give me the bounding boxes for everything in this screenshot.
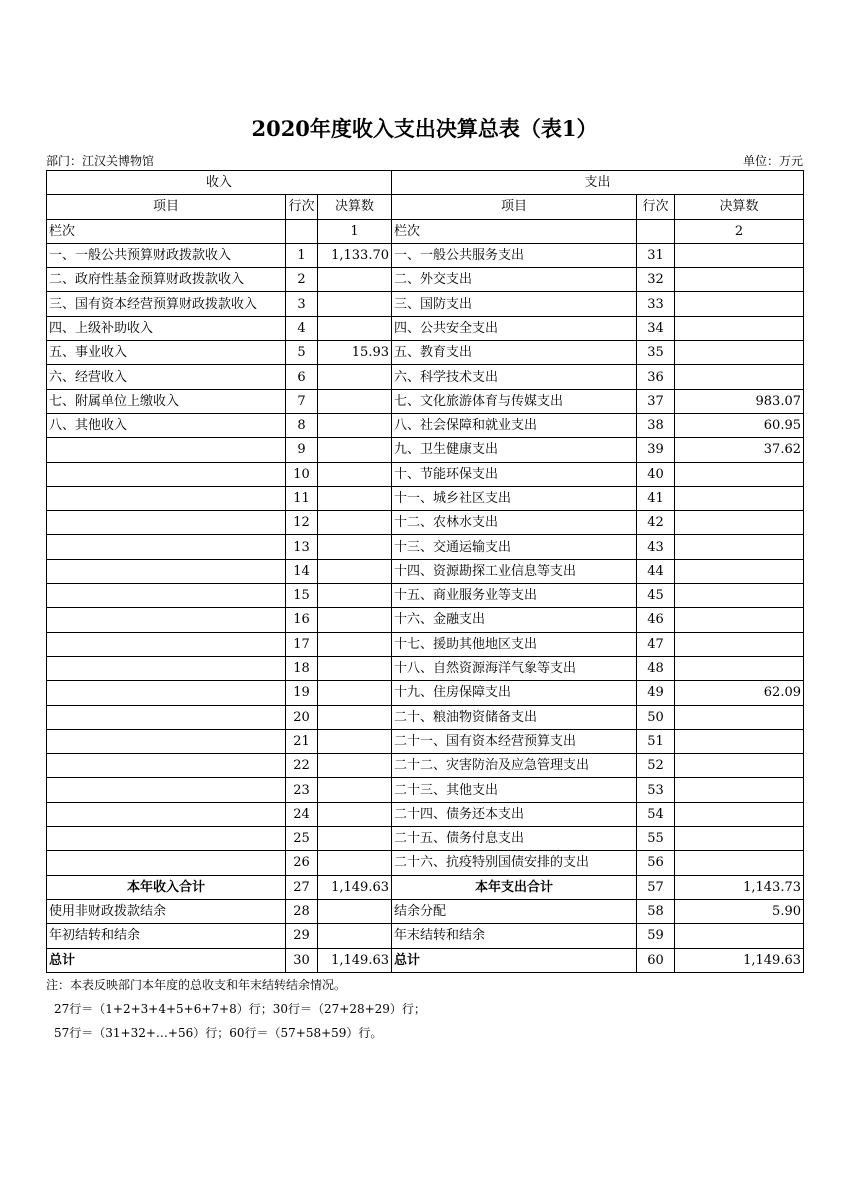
note-line: 注：本表反映部门本年度的总收支和年末结转结余情况。 [46, 978, 347, 992]
note-line: 27行＝（1+2+3+4+5+6+7+8）行；30行＝（27+28+29）行； [54, 1002, 426, 1016]
expense-row-no: 57 [637, 875, 675, 899]
expense-amount: 62.09 [675, 681, 804, 705]
income-row-no: 23 [286, 778, 318, 802]
income-item: 七、附属单位上缴收入 [47, 389, 286, 413]
income-item: 八、其他收入 [47, 413, 286, 437]
income-item [47, 754, 286, 778]
table-row [47, 486, 804, 510]
income-row-no: 13 [286, 535, 318, 559]
income-row-no: 2 [286, 268, 318, 292]
table-row [47, 462, 804, 486]
expense-row-no: 39 [637, 438, 675, 462]
expense-item: 十五、商业服务业等支出 [392, 584, 637, 608]
income-item: 二、政府性基金预算财政拨款收入 [47, 268, 286, 292]
income-row-no: 29 [286, 924, 318, 948]
expense-item: 四、公共安全支出 [392, 316, 637, 340]
expense-row-no: 32 [637, 268, 675, 292]
col-header-item: 项目 [47, 195, 286, 219]
income-amount [318, 632, 392, 656]
income-amount [318, 754, 392, 778]
income-item: 本年收入合计 [47, 875, 286, 899]
table-row [47, 243, 804, 267]
income-amount: 1,149.63 [318, 875, 392, 899]
income-amount [318, 729, 392, 753]
col-header-amount: 决算数 [675, 195, 804, 219]
expense-amount [675, 802, 804, 826]
expense-item: 结余分配 [392, 899, 637, 923]
expense-row-no: 44 [637, 559, 675, 583]
income-row-no: 18 [286, 656, 318, 680]
income-amount [318, 462, 392, 486]
table-row [47, 365, 804, 389]
income-amount [318, 899, 392, 923]
table-row [47, 559, 804, 583]
expense-row-no: 48 [637, 656, 675, 680]
income-amount [318, 584, 392, 608]
table-row [47, 389, 804, 413]
table-row [47, 681, 804, 705]
income-item: 四、上级补助收入 [47, 316, 286, 340]
income-item [47, 511, 286, 535]
totals-row [47, 875, 804, 899]
income-item: 年初结转和结余 [47, 924, 286, 948]
expense-item: 二十一、国有资本经营预算支出 [392, 729, 637, 753]
lanci-row [47, 219, 804, 243]
table-row [47, 778, 804, 802]
expense-row-no: 37 [637, 389, 675, 413]
income-section-header: 收入 [47, 171, 392, 195]
table-row [47, 705, 804, 729]
expense-row-no: 58 [637, 899, 675, 923]
income-amount [318, 511, 392, 535]
expense-item: 十四、资源勘探工业信息等支出 [392, 559, 637, 583]
expense-row-no: 60 [637, 948, 675, 972]
income-amount [318, 705, 392, 729]
lanci-expense-col: 2 [675, 219, 804, 243]
col-header-row-no: 行次 [637, 195, 675, 219]
expense-row-no: 53 [637, 778, 675, 802]
expense-amount [675, 778, 804, 802]
table-row [47, 729, 804, 753]
income-row-no: 5 [286, 341, 318, 365]
expense-amount [675, 656, 804, 680]
income-item [47, 656, 286, 680]
income-item [47, 729, 286, 753]
income-row-no: 22 [286, 754, 318, 778]
income-row-no: 8 [286, 413, 318, 437]
income-row-no: 28 [286, 899, 318, 923]
income-amount [318, 413, 392, 437]
expense-row-no: 56 [637, 851, 675, 875]
expense-amount [675, 341, 804, 365]
income-item [47, 438, 286, 462]
income-item [47, 608, 286, 632]
expense-amount [675, 462, 804, 486]
income-row-no: 7 [286, 389, 318, 413]
income-amount [318, 316, 392, 340]
income-row-no: 19 [286, 681, 318, 705]
income-item [47, 778, 286, 802]
expense-amount [675, 535, 804, 559]
expense-item: 二、外交支出 [392, 268, 637, 292]
expense-row-no: 52 [637, 754, 675, 778]
expense-item: 九、卫生健康支出 [392, 438, 637, 462]
expense-amount [675, 729, 804, 753]
table-row [47, 413, 804, 437]
income-row-no: 10 [286, 462, 318, 486]
expense-item: 十、节能环保支出 [392, 462, 637, 486]
expense-item: 五、教育支出 [392, 341, 637, 365]
table-row [47, 656, 804, 680]
income-row-no: 4 [286, 316, 318, 340]
expense-row-no: 36 [637, 365, 675, 389]
expense-amount: 5.90 [675, 899, 804, 923]
income-item [47, 802, 286, 826]
expense-item: 十七、援助其他地区支出 [392, 632, 637, 656]
income-row-no: 26 [286, 851, 318, 875]
budget-table [46, 170, 804, 973]
income-row-no: 21 [286, 729, 318, 753]
col-header-row-no: 行次 [286, 195, 318, 219]
expense-row-no: 43 [637, 535, 675, 559]
income-row-no: 3 [286, 292, 318, 316]
expense-row-no: 35 [637, 341, 675, 365]
lanci-empty [637, 219, 675, 243]
income-row-no: 25 [286, 827, 318, 851]
expense-item: 十二、农林水支出 [392, 511, 637, 535]
expense-amount [675, 365, 804, 389]
income-row-no: 16 [286, 608, 318, 632]
income-item [47, 535, 286, 559]
expense-amount: 1,149.63 [675, 948, 804, 972]
expense-item: 二十三、其他支出 [392, 778, 637, 802]
expense-row-no: 31 [637, 243, 675, 267]
expense-amount: 60.95 [675, 413, 804, 437]
expense-item: 年末结转和结余 [392, 924, 637, 948]
expense-item: 七、文化旅游体育与传媒支出 [392, 389, 637, 413]
income-amount [318, 535, 392, 559]
income-item [47, 462, 286, 486]
expense-row-no: 42 [637, 511, 675, 535]
income-row-no: 12 [286, 511, 318, 535]
table-row [47, 827, 804, 851]
income-amount [318, 802, 392, 826]
expense-amount [675, 268, 804, 292]
expense-item: 本年支出合计 [392, 875, 637, 899]
income-amount [318, 389, 392, 413]
table-row [47, 924, 804, 948]
expense-amount [675, 292, 804, 316]
expense-section-header: 支出 [392, 171, 804, 195]
expense-item: 十六、金融支出 [392, 608, 637, 632]
col-header-item: 项目 [392, 195, 637, 219]
grand-total-row [47, 948, 804, 972]
lanci-empty [286, 219, 318, 243]
income-item: 五、事业收入 [47, 341, 286, 365]
expense-amount [675, 486, 804, 510]
expense-item: 八、社会保障和就业支出 [392, 413, 637, 437]
expense-row-no: 47 [637, 632, 675, 656]
income-row-no: 9 [286, 438, 318, 462]
lanci-income-col: 1 [318, 219, 392, 243]
income-amount [318, 827, 392, 851]
expense-amount [675, 316, 804, 340]
lanci-label: 栏次 [47, 219, 286, 243]
income-row-no: 15 [286, 584, 318, 608]
table-row [47, 608, 804, 632]
col-header-amount: 决算数 [318, 195, 392, 219]
expense-amount: 1,143.73 [675, 875, 804, 899]
income-amount [318, 559, 392, 583]
expense-item: 六、科学技术支出 [392, 365, 637, 389]
expense-row-no: 41 [637, 486, 675, 510]
income-row-no: 14 [286, 559, 318, 583]
expense-row-no: 46 [637, 608, 675, 632]
income-row-no: 30 [286, 948, 318, 972]
expense-amount [675, 705, 804, 729]
income-row-no: 20 [286, 705, 318, 729]
expense-amount [675, 827, 804, 851]
expense-row-no: 40 [637, 462, 675, 486]
unit-label: 单位：万元 [742, 154, 803, 168]
column-header-row [47, 195, 804, 219]
table-row [47, 754, 804, 778]
expense-item: 三、国防支出 [392, 292, 637, 316]
expense-item: 二十二、灾害防治及应急管理支出 [392, 754, 637, 778]
expense-amount: 37.62 [675, 438, 804, 462]
income-item [47, 827, 286, 851]
income-row-no: 1 [286, 243, 318, 267]
table-row [47, 292, 804, 316]
income-amount: 1,149.63 [318, 948, 392, 972]
income-row-no: 24 [286, 802, 318, 826]
table-row [47, 535, 804, 559]
income-item [47, 705, 286, 729]
expense-amount: 983.07 [675, 389, 804, 413]
expense-row-no: 50 [637, 705, 675, 729]
table-row [47, 899, 804, 923]
expense-amount [675, 243, 804, 267]
expense-item: 总计 [392, 948, 637, 972]
table-row [47, 851, 804, 875]
income-row-no: 27 [286, 875, 318, 899]
expense-amount [675, 584, 804, 608]
income-amount [318, 365, 392, 389]
expense-row-no: 59 [637, 924, 675, 948]
page-title: 2020年度收入支出决算总表（表1） [251, 116, 598, 141]
income-item [47, 851, 286, 875]
income-amount [318, 292, 392, 316]
expense-item: 十三、交通运输支出 [392, 535, 637, 559]
expense-row-no: 38 [637, 413, 675, 437]
income-amount [318, 486, 392, 510]
expense-row-no: 51 [637, 729, 675, 753]
table-row [47, 584, 804, 608]
expense-row-no: 54 [637, 802, 675, 826]
note-line: 57行＝（31+32+…+56）行；60行＝（57+58+59）行。 [54, 1026, 383, 1040]
income-amount [318, 851, 392, 875]
expense-item: 十八、自然资源海洋气象等支出 [392, 656, 637, 680]
income-amount [318, 268, 392, 292]
income-amount: 15.93 [318, 341, 392, 365]
income-row-no: 6 [286, 365, 318, 389]
expense-row-no: 49 [637, 681, 675, 705]
lanci-label: 栏次 [392, 219, 637, 243]
expense-item: 二十四、债务还本支出 [392, 802, 637, 826]
income-item: 一、一般公共预算财政拨款收入 [47, 243, 286, 267]
income-item: 六、经营收入 [47, 365, 286, 389]
income-item: 使用非财政拨款结余 [47, 899, 286, 923]
income-row-no: 11 [286, 486, 318, 510]
expense-row-no: 34 [637, 316, 675, 340]
expense-amount [675, 511, 804, 535]
income-amount [318, 681, 392, 705]
table-row [47, 438, 804, 462]
income-amount: 1,133.70 [318, 243, 392, 267]
income-item [47, 632, 286, 656]
table-row [47, 632, 804, 656]
income-amount [318, 608, 392, 632]
section-header-row [47, 171, 804, 195]
income-row-no: 17 [286, 632, 318, 656]
expense-row-no: 45 [637, 584, 675, 608]
income-item: 总计 [47, 948, 286, 972]
income-amount [318, 924, 392, 948]
income-amount [318, 778, 392, 802]
expense-item: 二十五、债务付息支出 [392, 827, 637, 851]
table-row [47, 511, 804, 535]
expense-item: 二十、粮油物资储备支出 [392, 705, 637, 729]
expense-amount [675, 851, 804, 875]
income-item [47, 584, 286, 608]
expense-item: 一、一般公共服务支出 [392, 243, 637, 267]
expense-item: 十一、城乡社区支出 [392, 486, 637, 510]
notes [46, 973, 426, 1045]
table-row [47, 268, 804, 292]
table-row [47, 341, 804, 365]
income-item: 三、国有资本经营预算财政拨款收入 [47, 292, 286, 316]
income-item [47, 486, 286, 510]
department-label: 部门：江汉关博物馆 [46, 154, 155, 168]
table-row [47, 316, 804, 340]
expense-row-no: 55 [637, 827, 675, 851]
income-amount [318, 656, 392, 680]
expense-item: 十九、住房保障支出 [392, 681, 637, 705]
expense-amount [675, 754, 804, 778]
expense-row-no: 33 [637, 292, 675, 316]
expense-amount [675, 924, 804, 948]
expense-amount [675, 632, 804, 656]
income-item [47, 681, 286, 705]
expense-item: 二十六、抗疫特别国债安排的支出 [392, 851, 637, 875]
expense-amount [675, 559, 804, 583]
expense-amount [675, 608, 804, 632]
table-row [47, 802, 804, 826]
income-item [47, 559, 286, 583]
income-amount [318, 438, 392, 462]
